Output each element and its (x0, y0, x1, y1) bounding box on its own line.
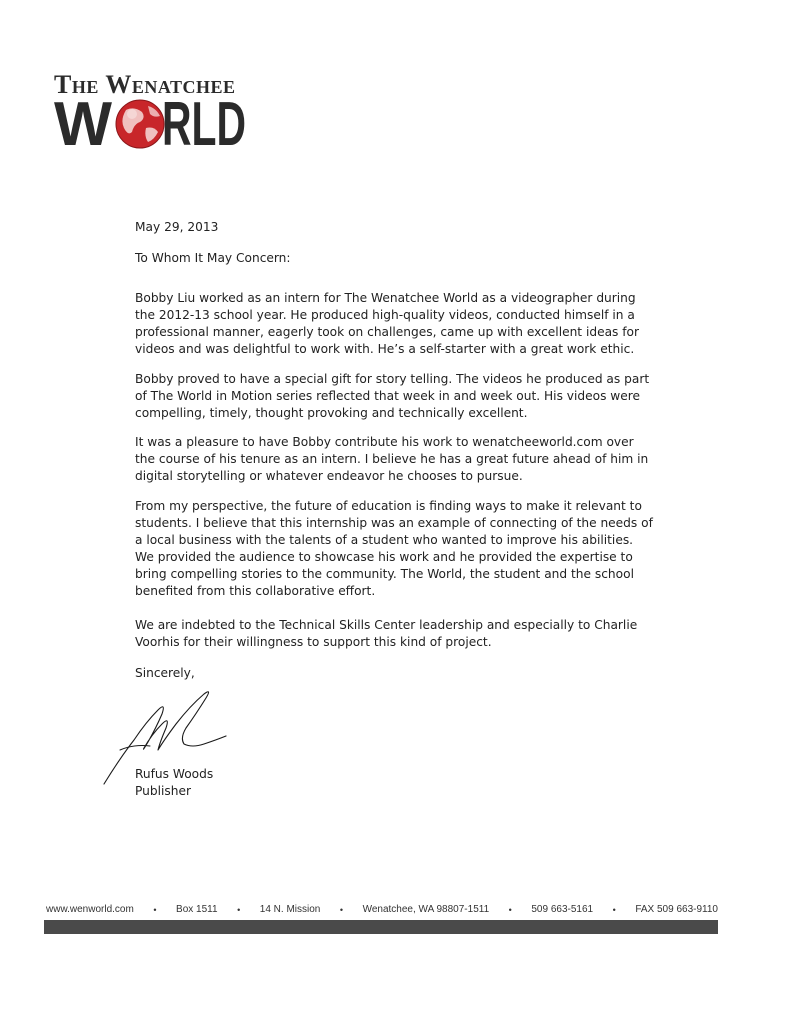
signer-title: Publisher (135, 784, 191, 798)
logo-letters-rld: RLD (162, 90, 246, 159)
letterhead-logo (54, 70, 254, 159)
letter-paragraph: It was a pleasure to have Bobby contribute his work to wenatcheeworld.com over the course of his tenure as an intern. I believe he has a great future ahead of him in digital storytelling or whatever endeavor he chooses to pursue. (135, 435, 649, 483)
footer-separator: • (612, 904, 616, 915)
letter-paragraph: Bobby Liu worked as an intern for The Wenatchee World as a videographer during the 2012-13 school year. He produced high-quality videos, conducted himself in a professional manner, eagerly took on challenges, came up with excellent ideas for videos and was delightful to work with. He’s a self-starter with a great work ethic. (135, 291, 640, 356)
letter-closing: Sincerely, (135, 666, 195, 680)
letter-paragraph: Bobby proved to have a special gift for story telling. The videos he produced as part of The World in Motion series reflected that week in and week out. His videos were compelling, timely, thought provoking and technically excellent. (135, 372, 650, 420)
footer-separator: • (508, 904, 512, 915)
footer-box: Box 1511 (176, 904, 218, 915)
logo-name-top-text: The Wenatchee (54, 70, 236, 99)
footer-website: www.wenworld.com (46, 904, 134, 915)
footer-separator: • (339, 904, 344, 915)
letterhead-footer (46, 904, 718, 915)
footer-bar (44, 920, 718, 934)
globe-icon (116, 100, 164, 148)
letter-paragraph: We are indebted to the Technical Skills Center leadership and especially to Charlie Voorhis for their willingness to support this kind of project. (135, 618, 638, 649)
signer-name: Rufus Woods (135, 767, 214, 781)
letter-date: May 29, 2013 (135, 220, 219, 234)
footer-fax: FAX 509 663-9110 (635, 904, 718, 915)
letter-salutation: To Whom It May Concern: (135, 251, 291, 265)
footer-city: Wenatchee, WA 98807-1511 (362, 904, 490, 915)
letter-paragraph: From my perspective, the future of education is finding ways to make it relevant to students. I believe that this internship was an example of connecting of the needs of a local business with the talents of a student who wanted to improve his abilities. We provided the audience to showcase his work and he provided the expertise to bring compelling stories to the community. The World, the student and the school benefited from this collaborative effort. (135, 499, 653, 598)
footer-separator: • (153, 904, 157, 915)
footer-street: 14 N. Mission (259, 904, 321, 915)
logo-world-wordmark (54, 90, 254, 159)
logo-letter-w: W (54, 90, 113, 159)
footer-separator: • (237, 904, 241, 915)
footer-phone: 509 663-5161 (531, 904, 594, 915)
